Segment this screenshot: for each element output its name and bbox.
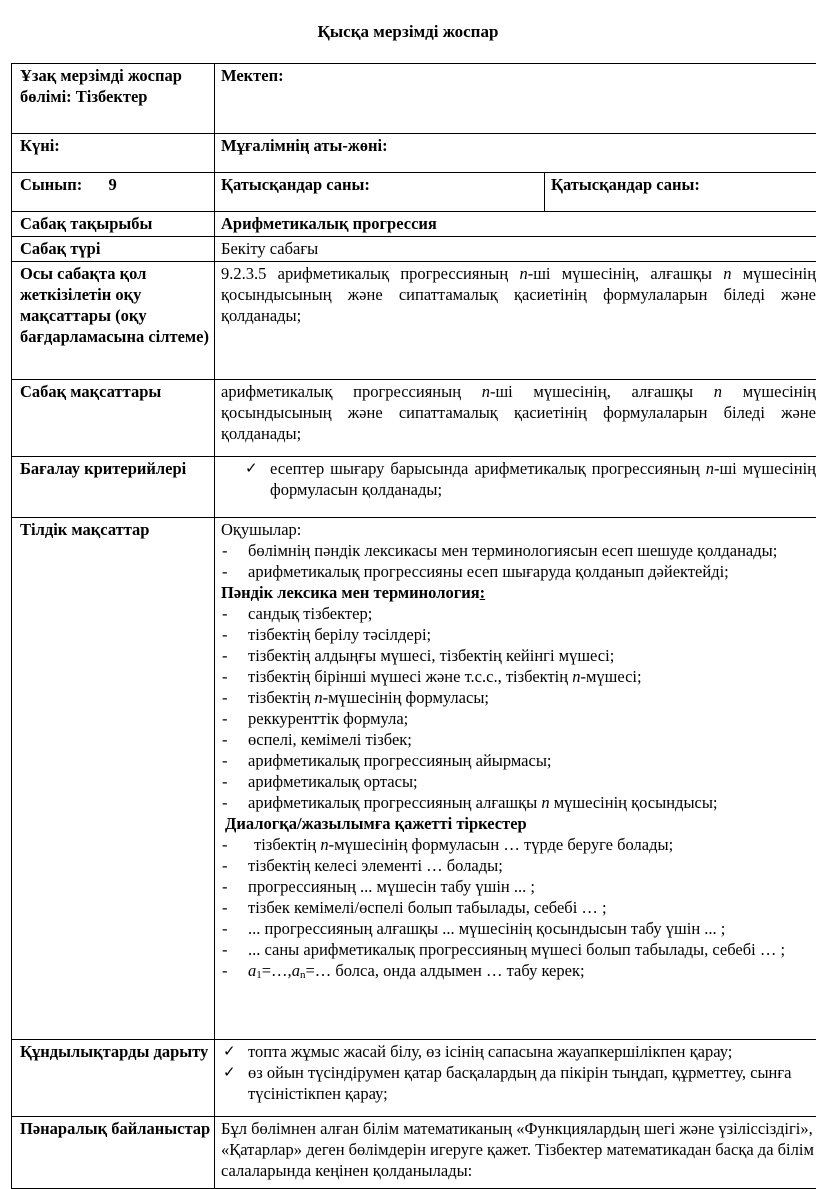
values-cell: [215, 1040, 816, 1117]
objectives-code: 9.2.3.5: [221, 264, 266, 283]
date-label: Күні:: [12, 134, 215, 173]
phrase1-n: n: [320, 835, 328, 854]
objectives-text: [215, 262, 816, 380]
objectives-text-b: -ші мүшесінің, алғашқы: [528, 264, 712, 283]
row-date: [12, 134, 816, 173]
criteria-item: [243, 458, 816, 500]
vocab-first-n: n: [572, 667, 580, 686]
criteria-n: n: [706, 459, 714, 478]
language-intro: Оқушылар:: [221, 519, 816, 540]
crosscurricular-text: Бұл бөлімнен алған білім математиканың «Функциялардың шегі және үзіліссіздігі», «Қатарлар» деген бөлімдерін игеруге қажет. Тізбектер математикадан басқа да білім салаларында кеңінен қолданылады:: [215, 1117, 816, 1189]
student-goals-list: [221, 540, 816, 582]
objectives-text-c: мүшесінің қосындысының және сипаттамалық қасиетінің формулаларын біледі және қолданады;: [221, 264, 816, 325]
criteria-text-a: есептер шығару барысында арифметикалық прогрессияның: [270, 459, 700, 478]
vocab-last-a: арифметикалық прогрессияның алғашқы: [248, 793, 537, 812]
phrases-list: [221, 834, 816, 986]
phrases-heading: Диалогқа/жазылымға қажетті тіркестер: [221, 813, 816, 834]
list-item: - арифметикалық прогрессияны есеп шығаруда қолданып дәйектейді;: [221, 561, 816, 582]
phrase-last-sub1: 1: [256, 969, 262, 981]
row-type: [12, 237, 816, 262]
checkmark-icon: ✓: [223, 1062, 236, 1083]
row-aims: [12, 380, 816, 457]
vocab-heading-text: Пәндік лексика мен терминология: [221, 583, 480, 602]
phrase-last-a1: a: [248, 961, 256, 980]
school-label: Мектеп:: [215, 64, 816, 134]
list-item: - тізбектің келесі элементі … болады;: [221, 855, 816, 876]
list-item: - арифметикалық прогрессияның айырмасы;: [221, 750, 816, 771]
phrase-last-mid: =…,: [262, 961, 292, 980]
row-section: [12, 64, 816, 134]
aims-n: n: [482, 382, 490, 401]
vocab-formula-n: n: [314, 688, 322, 707]
type-label: Сабақ түрі: [12, 237, 215, 262]
aims-text-c: мүшесінің қосындысының және сипаттамалық қасиетінің формулаларын біледі және қолданады;: [221, 382, 816, 443]
page-title: Қысқа мерзімді жоспар: [0, 22, 816, 42]
aims-text-a: арифметикалық прогрессияның: [221, 382, 461, 401]
list-item: - арифметикалық ортасы;: [221, 771, 816, 792]
criteria-text-b: -ші мүшесінің формуласын қолданады;: [270, 459, 816, 499]
vocab-last-n: n: [541, 793, 549, 812]
row-topic: [12, 212, 816, 237]
list-item: [221, 666, 816, 687]
list-item: [221, 687, 816, 708]
objectives-label: Осы сабақта қол жеткізілетін оқу мақсаттары (оқу бағдарламасына сілтеме): [12, 262, 215, 380]
values-list: [221, 1041, 816, 1104]
values-item-text: топта жұмыс жасай білу, өз ісінің сапасына жауапкершілікпен қарау;: [248, 1042, 732, 1061]
checkmark-icon: ✓: [245, 458, 258, 479]
topic-value: Арифметикалық прогрессия: [215, 212, 816, 237]
lesson-plan-table: [11, 63, 816, 1189]
list-item: - ... прогрессияның алғашқы ... мүшесінің қосындысын табу үшін ... ;: [221, 918, 816, 939]
aims-text-b: -ші мүшесінің, алғашқы: [490, 382, 693, 401]
list-item: [221, 1062, 816, 1104]
grade-cell: [12, 173, 215, 212]
list-item: - тізбек кемімелі/өспелі болып табылады, себебі … ;: [221, 897, 816, 918]
objectives-n-2: n: [723, 264, 731, 283]
objectives-text-a: арифметикалық прогрессияның: [278, 264, 509, 283]
list-item: - ... саны арифметикалық прогрессияның мүшесі болып табылады, себебі … ;: [221, 939, 816, 960]
vocab-list: [221, 603, 816, 813]
absent-label: Қатысқандар саны:: [545, 173, 816, 212]
section-label: Ұзақ мерзімді жоспар бөлімі: Тізбектер: [12, 64, 215, 134]
vocab-formula-b: -мүшесінің формуласы;: [323, 688, 489, 707]
row-grade: [12, 173, 816, 212]
checkmark-icon: ✓: [223, 1041, 236, 1062]
present-label: Қатысқандар саны:: [215, 173, 545, 212]
row-objectives: [12, 262, 816, 380]
phrase1-b: -мүшесінің формуласын … түрде беруге болады;: [329, 835, 674, 854]
phrase-last-end: =… болса, онда алдымен … табу керек;: [305, 961, 584, 980]
list-item: - бөлімнің пәндік лексикасы мен терминологиясын есеп шешуде қолданады;: [221, 540, 816, 561]
vocab-heading-colon: :: [480, 583, 486, 602]
crosscurricular-label: Пәнаралық байланыстар: [12, 1117, 215, 1189]
list-item: [221, 960, 816, 986]
phrase1-a: тізбектің: [254, 835, 316, 854]
list-item: - өспелі, кемімелі тізбек;: [221, 729, 816, 750]
vocab-last-b: мүшесінің қосындысы;: [554, 793, 718, 812]
list-item: - тізбектің берілу тәсілдері;: [221, 624, 816, 645]
values-item-text: өз ойын түсіндірумен қатар басқалардың да пікірін тыңдап, құрметтеу, сынға түсіністікпен қарау;: [248, 1063, 791, 1103]
aims-text: [215, 380, 816, 457]
aims-label: Сабақ мақсаттары: [12, 380, 215, 457]
criteria-cell: [215, 457, 816, 518]
objectives-n: n: [519, 264, 527, 283]
grade-value: 9: [108, 175, 116, 194]
list-item: - реккуренттік формула;: [221, 708, 816, 729]
phrase-last-subn: n: [300, 969, 306, 981]
criteria-list: [221, 458, 816, 500]
language-cell: [215, 518, 816, 1040]
list-item: - сандық тізбектер;: [221, 603, 816, 624]
grade-label: Сынып:: [20, 175, 82, 194]
list-item: - тізбектің алдыңғы мүшесі, тізбектің кейінгі мүшесі;: [221, 645, 816, 666]
criteria-label: Бағалау критерийлері: [12, 457, 215, 518]
teacher-label: Мұғалімнің аты-жөні:: [215, 134, 816, 173]
topic-label: Сабақ тақырыбы: [12, 212, 215, 237]
row-language: [12, 518, 816, 1040]
language-label: Тілдік мақсаттар: [12, 518, 215, 1040]
vocab-formula-a: тізбектің: [248, 688, 310, 707]
list-item: [221, 834, 816, 855]
list-item: - прогрессияның ... мүшесін табу үшін ... ;: [221, 876, 816, 897]
values-label: Құндылықтарды дарыту: [12, 1040, 215, 1117]
vocab-first-b: -мүшесі;: [580, 667, 641, 686]
vocab-first-a: тізбектің бірінші мүшесі және т.с.с., тізбектің: [248, 667, 568, 686]
phrase-last-an: a: [292, 961, 300, 980]
list-item: [221, 792, 816, 813]
row-values: [12, 1040, 816, 1117]
vocab-heading: [221, 582, 816, 603]
list-item: [221, 1041, 816, 1062]
row-criteria: [12, 457, 816, 518]
row-crosscurricular: [12, 1117, 816, 1189]
type-value: Бекіту сабағы: [215, 237, 816, 262]
aims-n-2: n: [714, 382, 722, 401]
